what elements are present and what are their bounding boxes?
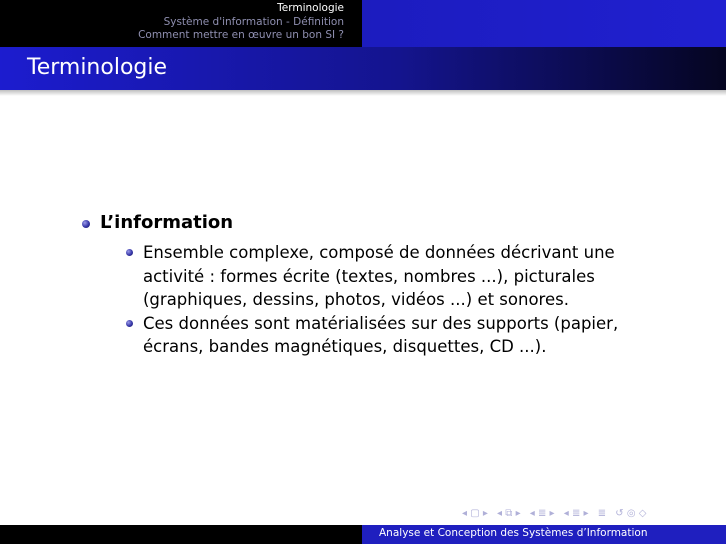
main-item-text: L’information [100,212,234,233]
frame-title-bar [0,47,726,90]
sub-item-text: Ensemble complexe, composé de données décrivant une activité : formes écrite (textes, nombres ...), picturales (graphiques, dessins, photos, vidéos ...) et sonores. [143,243,615,309]
list-item [80,211,680,235]
sub-list-item [80,312,643,359]
bullet-icon [82,220,90,228]
sub-list [80,241,680,359]
footer-left-panel [0,525,362,544]
header-left-panel [0,0,362,47]
sub-bullet-icon [126,320,133,327]
subsection-list-nav-icon[interactable]: ◂ ≣ ▸ [563,508,589,519]
header-right-panel [362,0,726,47]
frame-nav-icon[interactable]: ◂ ▢ ▸ [462,508,488,519]
frame-title: Terminologie [27,55,168,80]
search-icon[interactable]: ↺ ◎ ◇ [615,508,647,519]
section-link-definition[interactable]: Système d'information - Définition [163,15,344,28]
section-link-mise-en-oeuvre[interactable]: Comment mettre en œuvre un bon SI ? [138,29,344,41]
header-navigation [0,0,726,47]
subsection-nav-icon[interactable]: ◂ ⧉ ▸ [497,508,521,519]
section-nav-icon[interactable]: ◂ ≣ ▸ [529,508,555,519]
sub-bullet-icon [126,249,133,256]
align-icon[interactable]: ≣ [597,508,607,519]
sub-list-item [80,241,643,312]
section-link-terminologie[interactable]: Terminologie [277,2,344,14]
sub-item-text: Ces données sont matérialisées sur des supports (papier, écrans, bandes magnétiques, disquettes, CD ...). [143,313,619,356]
footer-title: Analyse et Conception des Systèmes d’Information [379,527,648,539]
slide-content [80,211,680,359]
navigation-symbols [462,508,652,519]
section-list [138,2,344,43]
title-shadow [0,90,726,96]
